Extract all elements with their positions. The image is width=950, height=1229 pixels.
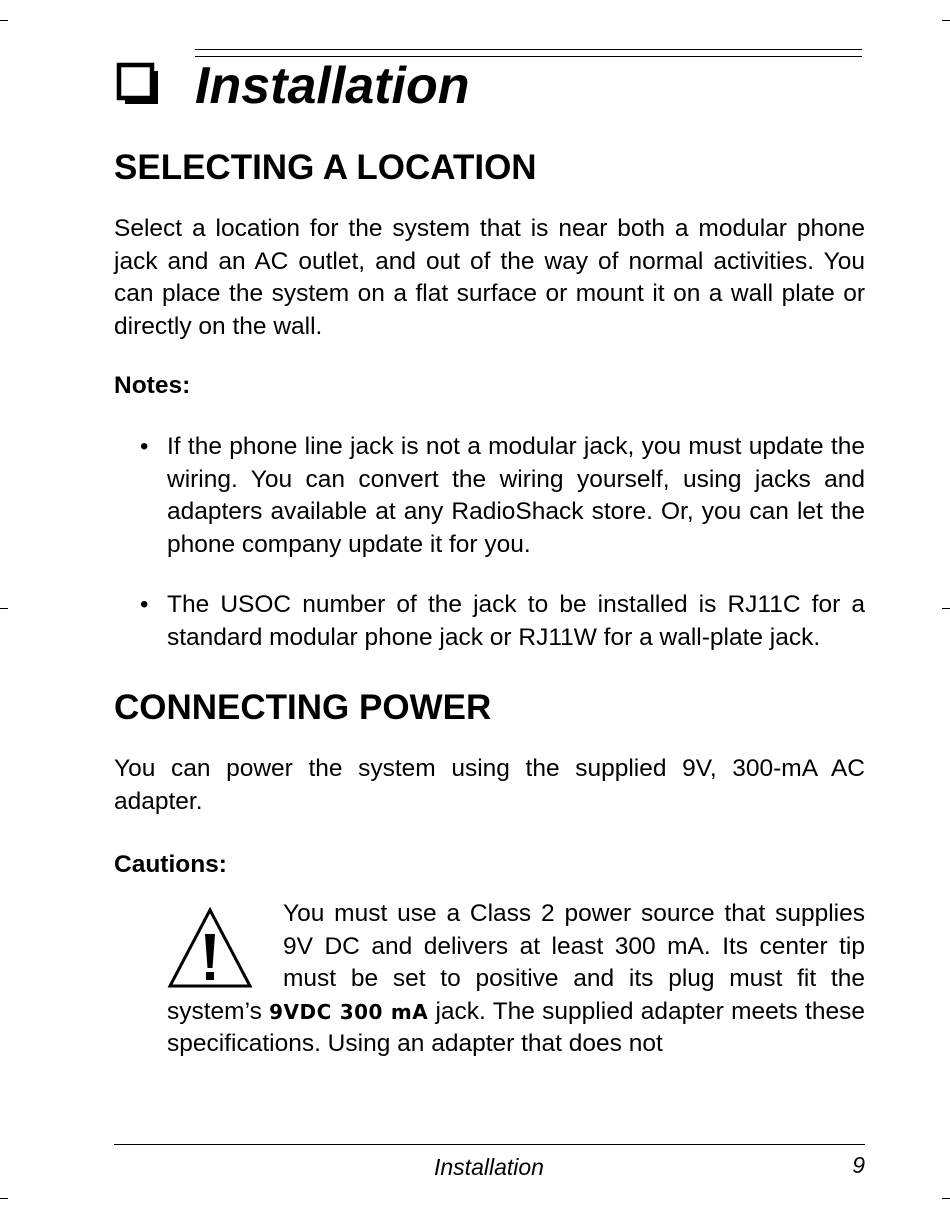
warning-triangle-icon	[167, 906, 253, 994]
caution-block	[167, 898, 865, 1061]
note-text: If the phone line jack is not a modular jack, you must update the wiring. You can convert the wiring yourself, using jacks and adapters available at any RadioShack store. Or, you can let the phone company update it for you.	[167, 433, 865, 558]
crop-mark-left-middle	[0, 608, 8, 609]
jack-label: 9VDC 300 mA	[269, 999, 429, 1024]
crop-mark-right-bottom	[942, 1198, 950, 1199]
notes-heading: Notes:	[114, 372, 191, 399]
page-number: 9	[852, 1152, 865, 1178]
bullet-dot-icon: •	[140, 433, 149, 460]
section-heading-selecting-location: SELECTING A LOCATION	[114, 148, 537, 187]
header-rule-top	[195, 49, 862, 50]
power-paragraph: You can power the system using the supplied 9V, 300-mA AC adapter.	[114, 755, 865, 815]
crop-mark-left-bottom	[0, 1198, 8, 1199]
bullet-dot-icon: •	[140, 591, 149, 618]
list-item	[114, 589, 865, 654]
crop-mark-left-top	[0, 20, 8, 21]
section-heading-connecting-power: CONNECTING POWER	[114, 688, 492, 727]
caution-text-before: You must use a Class 2 power source that supplies 9V DC and delivers at least 300 mA. Its center tip must be set to positive and its plug must fit the system’s	[167, 900, 865, 1025]
note-text: The USOC number of the jack to be installed is RJ11C for a standard modular phone jack or RJ11W for a wall-plate jack.	[167, 591, 865, 651]
chapter-title: Installation	[195, 57, 470, 115]
cautions-heading: Cautions:	[114, 851, 227, 878]
checkbox-square-icon	[116, 62, 160, 106]
location-paragraph: Select a location for the system that is near both a modular phone jack and an AC outlet, and out of the way of normal activities. You can place the system on a flat surface or mount it on a wall plate or directly on the wall.	[114, 215, 865, 340]
crop-mark-right-middle	[942, 608, 950, 609]
footer-rule	[114, 1144, 865, 1145]
crop-mark-right-top	[942, 20, 950, 21]
caution-text	[167, 898, 865, 1061]
footer-title: Installation	[434, 1154, 544, 1180]
list-item	[114, 431, 865, 561]
caution-text-after: jack. The supplied adapter meets these specifications. Using an adapter that does not	[167, 997, 865, 1058]
